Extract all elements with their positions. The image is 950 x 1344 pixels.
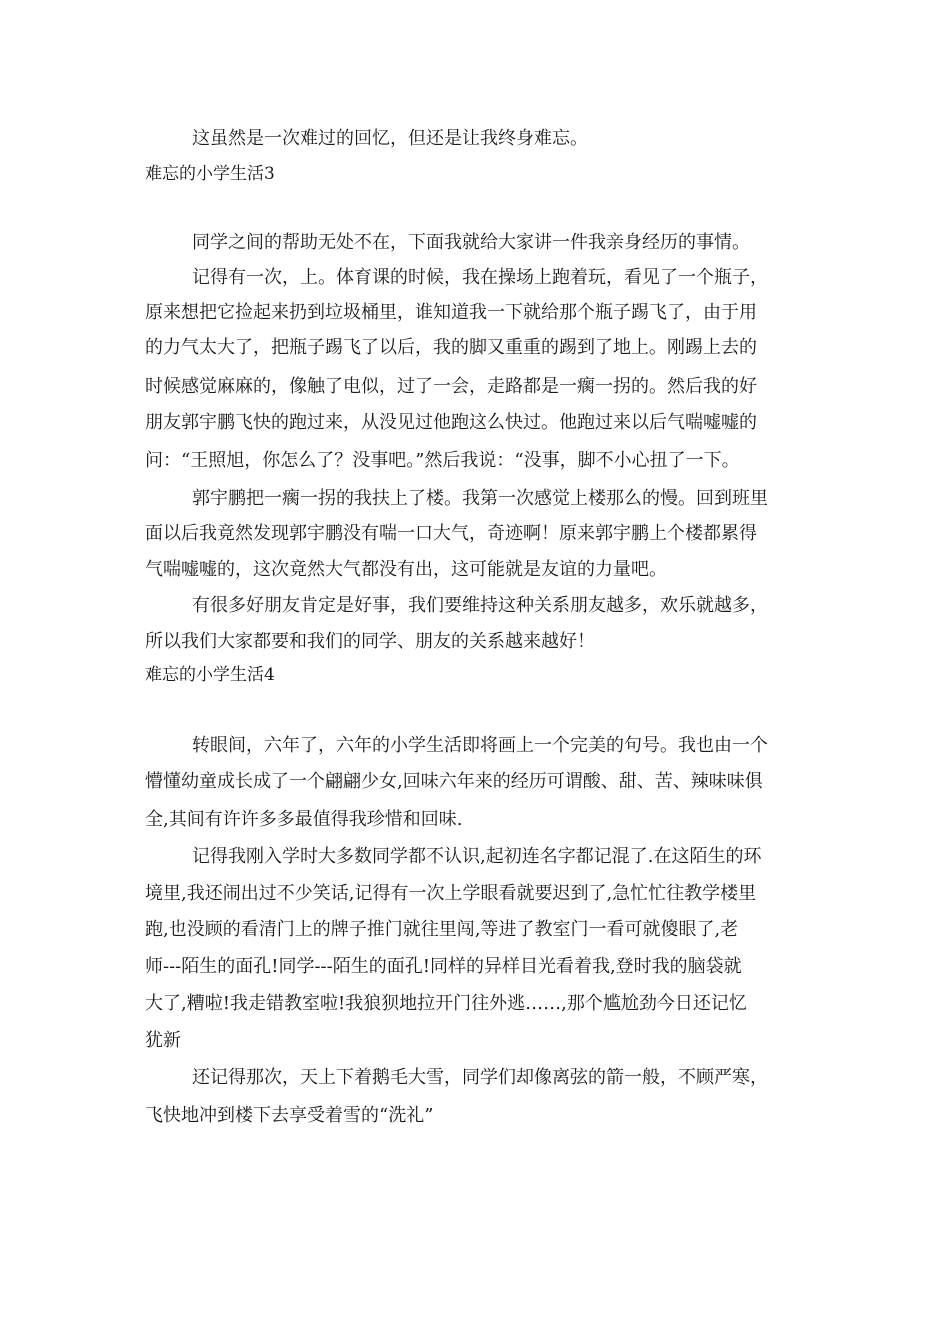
paragraph-line: 记得我刚入学时大多数同学都不认识,起初连名字都记混了.在这陌生的环 xyxy=(192,846,762,867)
paragraph-line: 有很多好朋友肯定是好事，我们要维持这种关系朋友越多，欢乐就越多， xyxy=(192,595,768,616)
paragraph-line: 所以我们大家都要和我们的同学、朋友的关系越来越好！ xyxy=(145,631,595,652)
paragraph-line: 面以后我竟然发现郭宇鹏没有喘一口大气，奇迹啊！原来郭宇鹏上个楼都累得 xyxy=(145,523,757,544)
section-heading: 难忘的小学生活3 xyxy=(145,164,275,184)
paragraph-line: 时候感觉麻麻的，像触了电似，过了一会，走路都是一瘸一拐的。然后我的好 xyxy=(145,376,757,397)
paragraph-line: 大了,糟啦!我走错教室啦!我狼狈地拉开门往外逃……,那个尴尬劲今日还记忆 xyxy=(145,993,747,1014)
paragraph-line: 飞快地冲到楼下去享受着雪的“洗礼” xyxy=(145,1105,434,1126)
paragraph-line: 境里,我还闹出过不少笑话,记得有一次上学眼看就要迟到了,急忙忙往教学楼里 xyxy=(145,883,757,904)
section-heading: 难忘的小学生活4 xyxy=(145,665,275,685)
paragraph-line: 懵懂幼童成长成了一个翩翩少女,回味六年来的经历可谓酸、甜、苦、辣味味俱 xyxy=(145,771,763,792)
paragraph-line: 这虽然是一次难过的回忆，但还是让我终身难忘。 xyxy=(192,128,588,149)
paragraph-line: 气喘嘘嘘的，这次竟然大气都没有出，这可能就是友谊的力量吧。 xyxy=(145,559,667,580)
paragraph-line: 朋友郭宇鹏飞快的跑过来，从没见过他跑这么快过。他跑过来以后气喘嘘嘘的 xyxy=(145,412,757,433)
paragraph-line: 的力气太大了，把瓶子踢飞了以后，我的脚又重重的踢到了地上。刚踢上去的 xyxy=(145,337,757,358)
paragraph-line: 转眼间，六年了，六年的小学生活即将画上一个完美的句号。我也由一个 xyxy=(192,735,768,756)
paragraph-line: 原来想把它捡起来扔到垃圾桶里，谁知道我一下就给那个瓶子踢飞了，由于用 xyxy=(145,302,757,323)
paragraph-line: 同学之间的帮助无处不在，下面我就给大家讲一件我亲身经历的事情。 xyxy=(192,232,750,253)
paragraph-line: 师---陌生的面孔!同学---陌生的面孔!同样的异样目光看着我,登时我的脑袋就 xyxy=(145,956,742,977)
paragraph-line: 犹新 xyxy=(145,1030,181,1051)
paragraph-line: 郭宇鹏把一瘸一拐的我扶上了楼。我第一次感觉上楼那么的慢。回到班里 xyxy=(192,488,768,509)
paragraph-line: 全,其间有许许多多最值得我珍惜和回味. xyxy=(145,809,463,830)
paragraph-line: 还记得那次，天上下着鹅毛大雪，同学们却像离弦的箭一般，不顾严寒， xyxy=(192,1067,768,1088)
paragraph-line: 跑,也没顾的看清门上的牌子推门就往里闯,等进了教室门一看可就傻眼了,老 xyxy=(145,919,739,940)
paragraph-line: 问：“王照旭，你怎么了？没事吧。”然后我说：“没事，脚不小心扭了一下。 xyxy=(145,450,740,471)
paragraph-line: 记得有一次，上。体育课的时候，我在操场上跑着玩，看见了一个瓶子， xyxy=(192,267,768,288)
